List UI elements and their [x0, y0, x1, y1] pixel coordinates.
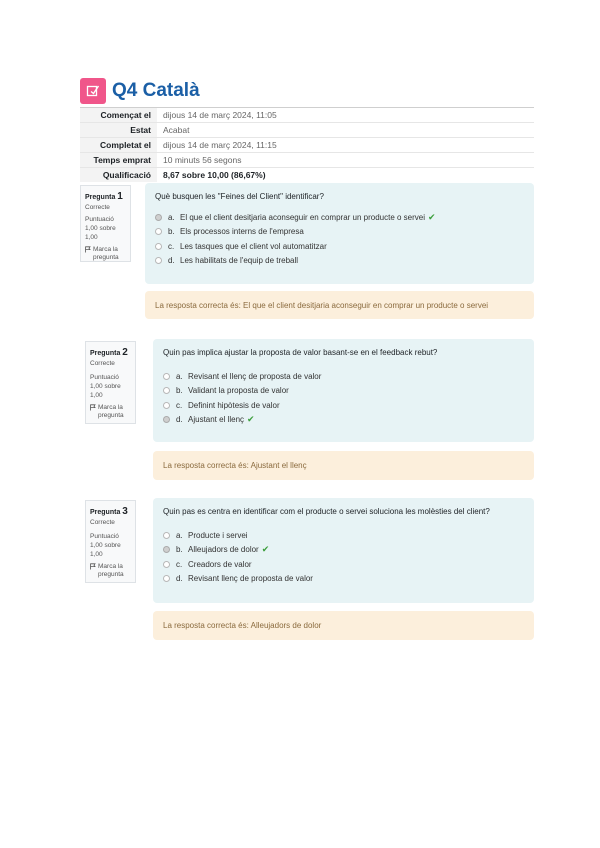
summary-label: Completat el	[80, 138, 157, 152]
option-letter: d.	[176, 574, 183, 584]
option-text: Revisant llenç de proposta de valor	[188, 574, 313, 584]
answer-option[interactable]	[163, 543, 524, 558]
option-letter: c.	[168, 241, 175, 251]
option-letter: a.	[168, 212, 175, 222]
flag-label: Marca la pregunta	[93, 245, 119, 262]
option-letter: a.	[176, 371, 183, 381]
question-status: Correcte	[90, 518, 115, 526]
question-status: Correcte	[85, 203, 110, 211]
question-box-3	[153, 498, 534, 603]
answer-option[interactable]	[155, 239, 524, 254]
flag-icon	[90, 563, 96, 574]
option-text: Les tasques que el client vol automatitzar	[180, 241, 327, 251]
option-text: Alleujadors de dolor	[188, 545, 259, 555]
summary-label: Qualificació	[80, 168, 157, 182]
check-icon: ✔	[247, 414, 255, 425]
answer-option[interactable]	[163, 557, 524, 572]
answer-option[interactable]	[155, 254, 524, 269]
summary-label: Temps emprat	[80, 153, 157, 167]
radio-button[interactable]	[155, 228, 162, 235]
check-icon: ✔	[261, 544, 270, 555]
flag-label: Marca la pregunta	[98, 403, 124, 420]
flag-question-link[interactable]	[90, 404, 131, 422]
feedback-box-3: La resposta correcta és: Alleujadors de dolor	[153, 611, 534, 640]
summary-row-started	[80, 107, 534, 122]
answer-option[interactable]	[163, 528, 524, 543]
option-text: El que el client desitjaria aconseguir en comprar un producte o servei	[180, 212, 426, 222]
option-text: Creadors de valor	[188, 559, 252, 569]
radio-button[interactable]	[163, 387, 170, 394]
option-letter: d.	[176, 415, 183, 425]
question-number	[90, 346, 131, 360]
question-number	[85, 190, 126, 204]
flag-icon	[85, 246, 91, 257]
page-title: Q4 Català	[112, 80, 200, 101]
option-letter: d.	[168, 256, 175, 266]
summary-value-grade	[157, 168, 266, 182]
option-letter: b.	[176, 545, 183, 555]
question-label: Pregunta	[90, 509, 121, 516]
question-points: Puntuació 1,00 sobre 1,00	[85, 216, 116, 241]
option-text: Producte i servei	[188, 530, 248, 540]
answer-option[interactable]	[163, 398, 524, 413]
grade-value: 8,67 sobre 10,00 (86,67%)	[163, 170, 266, 180]
option-letter: c.	[176, 559, 183, 569]
flag-question-link[interactable]	[90, 563, 131, 581]
question-points: Puntuació 1,00 sobre 1,00	[90, 533, 121, 558]
option-letter: b.	[168, 227, 175, 237]
radio-button[interactable]	[163, 532, 170, 539]
radio-button[interactable]	[155, 257, 162, 264]
question-box-2	[153, 339, 534, 442]
option-text: Validant la proposta de valor	[188, 386, 289, 396]
question-number	[90, 505, 131, 519]
question-text: Quin pas implica ajustar la proposta de valor basant-se en el feedback rebut?	[163, 348, 438, 357]
feedback-box-2: La resposta correcta és: Ajustant el llenç	[153, 451, 534, 480]
question-label: Pregunta	[90, 350, 121, 357]
attempt-summary-table	[80, 107, 534, 182]
feedback-box-1: La resposta correcta és: El que el client desitjaria aconseguir en comprar un producte o servei	[145, 291, 534, 319]
flag-question-link[interactable]	[85, 246, 126, 264]
option-text: Revisant el llenç de proposta de valor	[188, 371, 322, 381]
question-num: 1	[117, 191, 123, 202]
radio-button[interactable]	[163, 561, 170, 568]
summary-label: Estat	[80, 123, 157, 137]
summary-value: 10 minuts 56 segons	[163, 155, 242, 165]
flag-icon	[90, 404, 96, 415]
question-num: 3	[122, 506, 128, 517]
option-text: Ajustant el llenç	[188, 415, 245, 425]
radio-button[interactable]	[163, 575, 170, 582]
summary-value: dijous 14 de març 2024, 11:15	[163, 140, 277, 150]
summary-row-state	[80, 122, 534, 137]
radio-button[interactable]	[163, 402, 170, 409]
answer-option[interactable]	[163, 369, 524, 384]
answer-option[interactable]	[163, 572, 524, 587]
summary-label: Començat el	[80, 108, 157, 122]
option-text: Les habilitats de l'equip de treball	[180, 256, 299, 266]
option-letter: c.	[176, 400, 183, 410]
option-letter: a.	[176, 530, 183, 540]
radio-button[interactable]	[163, 546, 170, 553]
question-box-1	[145, 183, 534, 284]
answer-option[interactable]	[163, 384, 524, 399]
question-points: Puntuació 1,00 sobre 1,00	[90, 374, 121, 399]
question-text: Què busquen les "Feines del Client" identificar?	[155, 192, 324, 201]
option-text: Definint hipòtesis de valor	[188, 400, 280, 410]
question-info-2	[85, 341, 136, 424]
option-text: Els processos interns de l'empresa	[180, 227, 304, 237]
question-text: Quin pas es centra en identificar com el producte o servei soluciona les molèsties del client?	[163, 507, 490, 516]
question-status: Correcte	[90, 359, 115, 367]
summary-row-time	[80, 152, 534, 167]
question-num: 2	[122, 347, 128, 358]
answer-option[interactable]	[163, 413, 524, 428]
summary-value: dijous 14 de març 2024, 11:05	[163, 110, 277, 120]
answer-option[interactable]	[155, 210, 524, 225]
summary-row-completed	[80, 137, 534, 152]
option-letter: b.	[176, 386, 183, 396]
summary-value: Acabat	[163, 125, 190, 135]
radio-button[interactable]	[155, 243, 162, 250]
check-icon: ✔	[428, 211, 436, 222]
radio-button[interactable]	[163, 373, 170, 380]
radio-button[interactable]	[155, 214, 162, 221]
question-info-1	[80, 185, 131, 262]
summary-row-grade	[80, 167, 534, 182]
flag-label: Marca la pregunta	[98, 562, 124, 579]
question-label: Pregunta	[85, 194, 116, 201]
quiz-edit-icon	[80, 78, 106, 104]
question-info-3	[85, 500, 136, 583]
answer-option[interactable]	[155, 225, 524, 240]
radio-button[interactable]	[163, 416, 170, 423]
